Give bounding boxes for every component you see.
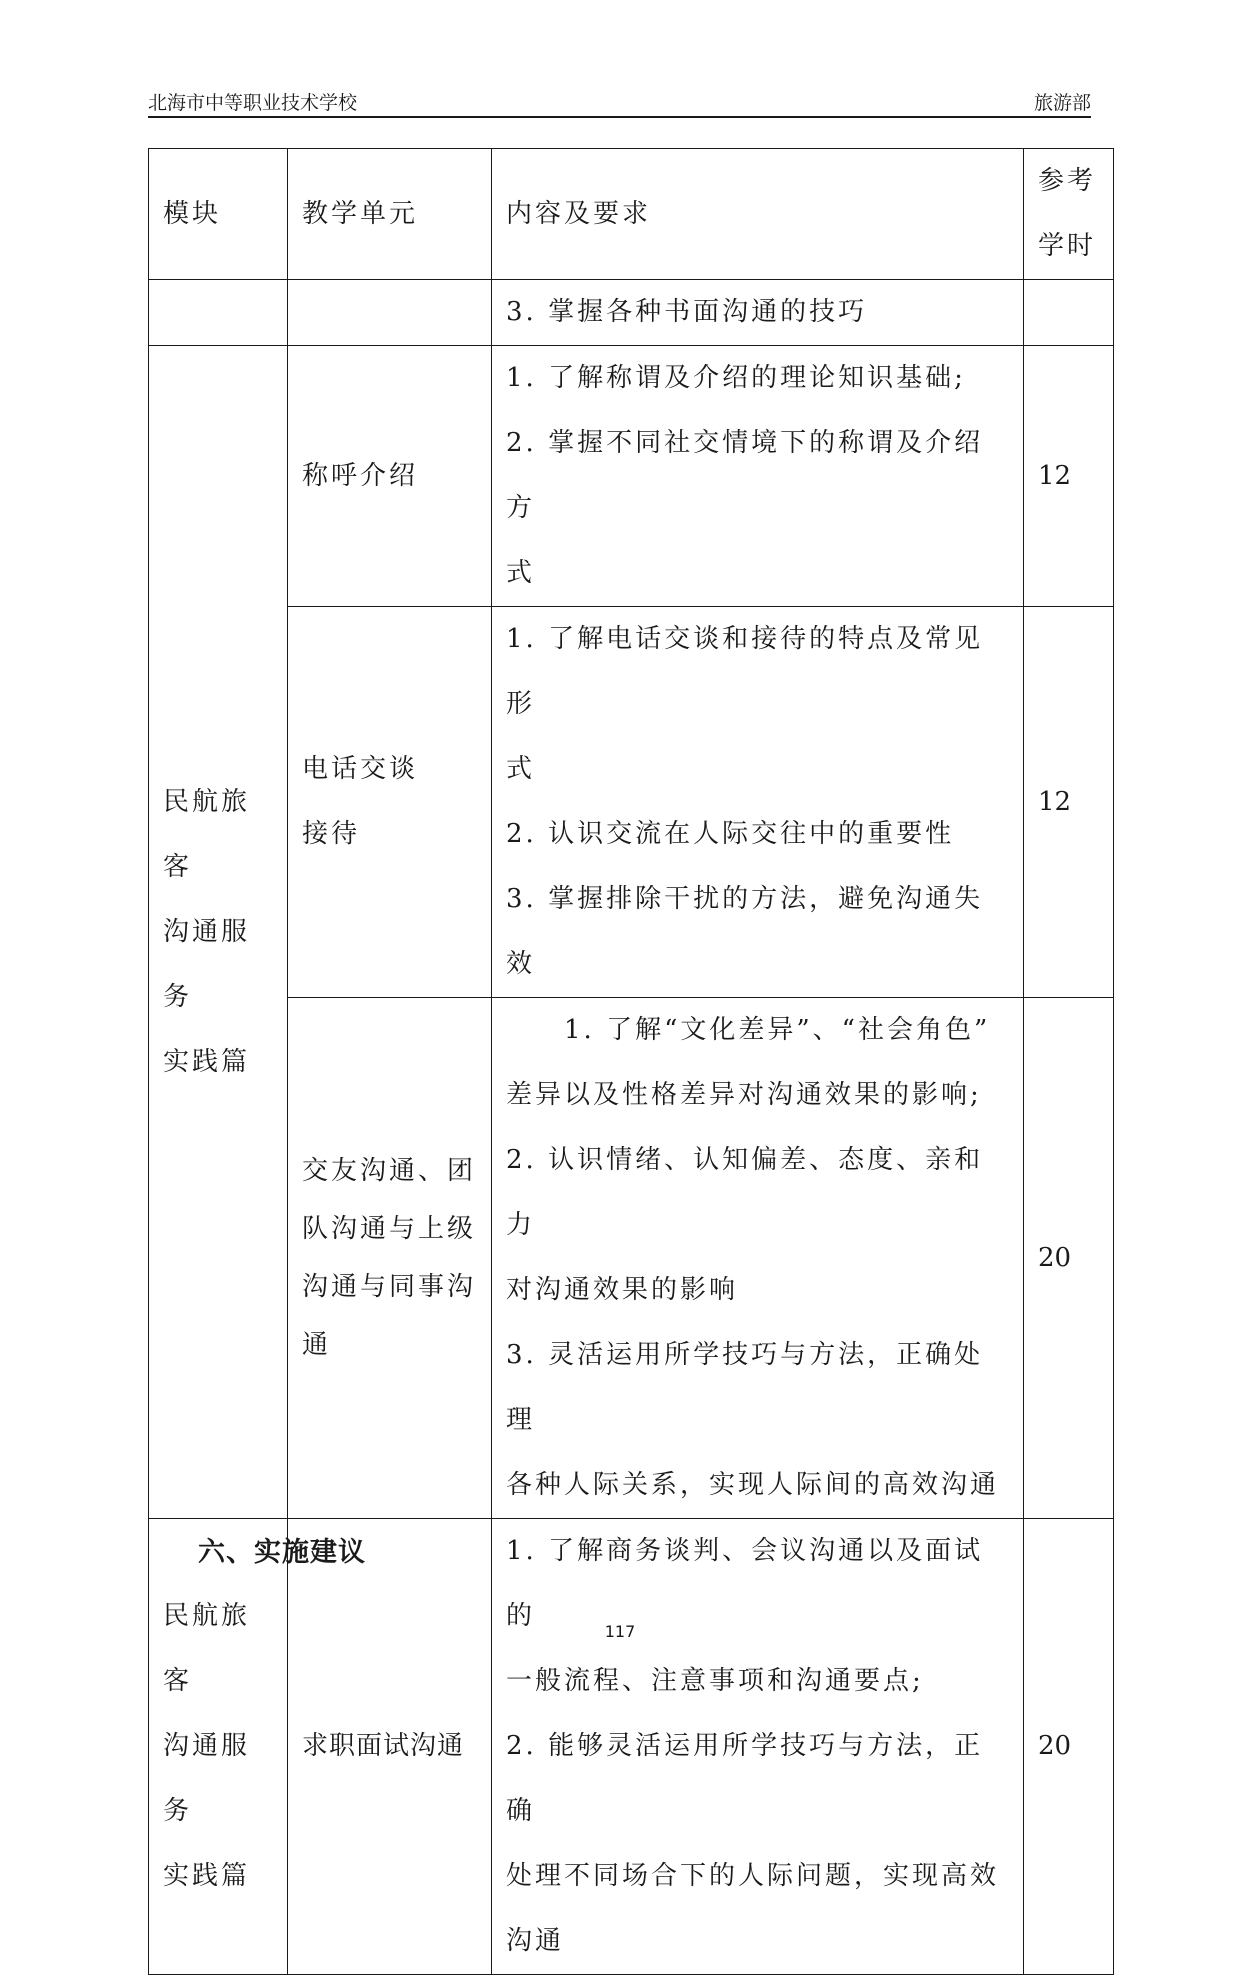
- module-line: 沟通服务: [163, 1731, 251, 1826]
- header-hours: [1024, 149, 1114, 280]
- cell-hours: 20: [1024, 1519, 1114, 1975]
- content-line: 2. 认识情绪、认知偏差、态度、亲和力: [506, 1145, 984, 1240]
- unit-line: 队沟通与上级: [302, 1214, 477, 1244]
- content-line: 3. 掌握排除干扰的方法，避免沟通失效: [506, 884, 984, 979]
- content-line: 2. 掌握不同社交情境下的称谓及介绍方: [506, 428, 984, 523]
- module-line: 实践篇: [163, 1046, 251, 1077]
- cell-content: [492, 607, 1024, 998]
- table-header-row: [149, 149, 1114, 280]
- cell-module-group1: [149, 346, 288, 1519]
- header-unit: 教学单元: [288, 149, 492, 280]
- module-line: 民航旅客: [163, 1601, 251, 1696]
- header-content: 内容及要求: [492, 149, 1024, 280]
- course-content-table: [148, 148, 1114, 1975]
- unit-line: 交友沟通、团: [302, 1156, 477, 1186]
- cell-content: [492, 998, 1024, 1519]
- cell-unit: [288, 607, 492, 998]
- content-line: 1. 了解“文化差异”、“社会角色”: [564, 1015, 991, 1045]
- unit-line: 接待: [302, 819, 361, 849]
- school-name: 北海市中等职业技术学校: [148, 92, 358, 114]
- module-line: 实践篇: [163, 1861, 251, 1891]
- cell-unit: [288, 346, 492, 607]
- content-line: 2. 能够灵活运用所学技巧与方法，正确: [506, 1731, 984, 1826]
- content-line: 1. 了解商务谈判、会议沟通以及面试的: [506, 1536, 984, 1631]
- content-line: 处理不同场合下的人际问题，实现高效: [506, 1861, 1000, 1891]
- cell-unit: [288, 998, 492, 1519]
- table-row-team-communication: [149, 998, 1114, 1519]
- header-hours-line1: 参考: [1038, 166, 1097, 196]
- cell-content: [492, 280, 1024, 346]
- content-line: 式: [506, 754, 536, 784]
- cell-content: [492, 1519, 1024, 1975]
- header-hours-line2: 学时: [1038, 231, 1097, 261]
- content-line: 1. 了解电话交谈和接待的特点及常见形: [506, 624, 984, 719]
- page-number: 117: [604, 1622, 636, 1641]
- cell-hours: 12: [1024, 346, 1114, 607]
- content-line: 3. 灵活运用所学技巧与方法，正确处理: [506, 1340, 984, 1435]
- unit-line: 电话交谈: [302, 754, 419, 784]
- cell-unit: [288, 1519, 492, 1975]
- content-line: 1. 了解称谓及介绍的理论知识基础;: [506, 363, 966, 393]
- content-line: 对沟通效果的影响: [506, 1275, 739, 1305]
- cell-module-group2: [149, 1519, 288, 1975]
- cell-module-empty: [149, 280, 288, 346]
- header-module: 模块: [149, 149, 288, 280]
- unit-line: 称呼介绍: [302, 460, 419, 491]
- cell-hours: 20: [1024, 998, 1114, 1519]
- table-row-phone-reception: [149, 607, 1114, 998]
- content-line: 式: [506, 558, 536, 588]
- module-line: 沟通服务: [163, 916, 251, 1012]
- cell-hours: 12: [1024, 607, 1114, 998]
- content-line: 2. 认识交流在人际交往中的重要性: [506, 819, 955, 849]
- content-line: 3. 掌握各种书面沟通的技巧: [506, 297, 868, 327]
- section-title: 六、实施建议: [198, 1537, 366, 1568]
- cell-unit-empty: [288, 280, 492, 346]
- content-line: 差异以及性格差异对沟通效果的影响;: [506, 1080, 982, 1110]
- unit-line: 沟通与同事沟: [302, 1272, 477, 1302]
- unit-line: 求职面试沟通: [302, 1731, 465, 1761]
- unit-line: 通: [302, 1330, 332, 1360]
- department-name: 旅游部: [1033, 92, 1091, 114]
- content-line: 一般流程、注意事项和沟通要点;: [506, 1666, 924, 1696]
- table-row-job-interview: [149, 1519, 1114, 1975]
- table-row-continuation: [149, 280, 1114, 346]
- cell-hours-empty: [1024, 280, 1114, 346]
- cell-content: [492, 346, 1024, 607]
- content-line: 沟通: [506, 1926, 565, 1956]
- module-line: 民航旅客: [163, 786, 251, 882]
- table-row-greeting-intro: [149, 346, 1114, 607]
- page-header: [148, 84, 1091, 118]
- content-line: 各种人际关系，实现人际间的高效沟通: [506, 1470, 1000, 1500]
